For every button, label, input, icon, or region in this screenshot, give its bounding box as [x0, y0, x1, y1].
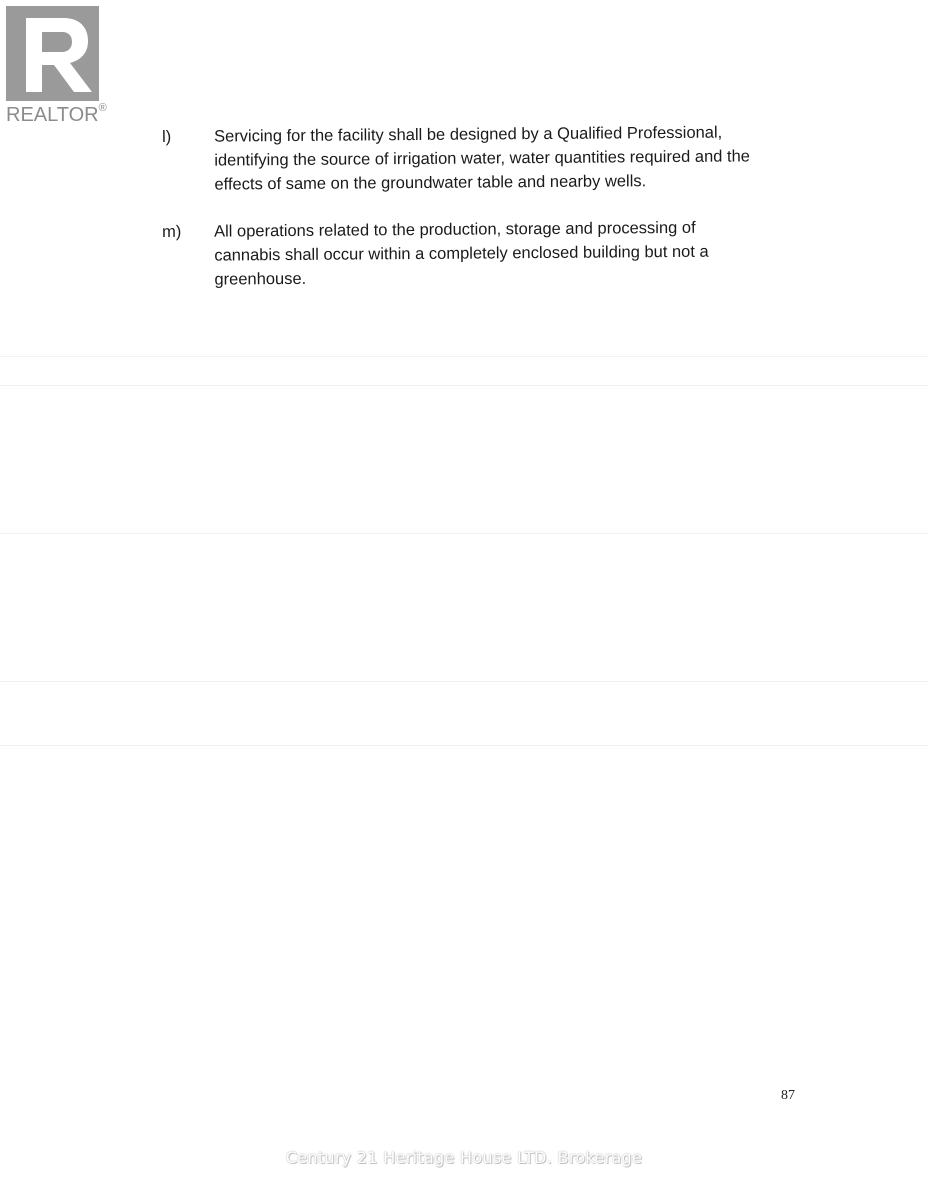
realtor-logo [6, 6, 110, 126]
list-item-l [162, 120, 802, 194]
scan-artifact-line [0, 533, 928, 534]
scan-artifact-line [0, 385, 928, 386]
realtor-r-icon [6, 6, 99, 101]
text-line: greenhouse. [214, 269, 307, 289]
scan-artifact-line [0, 745, 928, 746]
realtor-wordmark: REALTOR® [6, 102, 107, 126]
list-item-m [162, 215, 802, 289]
text-line: identifying the source of irrigation water, water quantities required and the [214, 147, 750, 170]
scan-artifact-line [0, 356, 928, 357]
text-line: All operations related to the production, storage and processing of [214, 218, 696, 241]
page-number: 87 [781, 1088, 795, 1103]
text-line: effects of same on the groundwater table and nearby wells. [214, 172, 647, 194]
list-item-text [214, 215, 795, 292]
scan-artifact-line [0, 681, 928, 682]
list-item-text [214, 120, 795, 197]
text-line: cannabis shall occur within a completely enclosed building but not a [214, 242, 709, 265]
text-line: Servicing for the facility shall be designed by a Qualified Professional, [214, 123, 723, 146]
list-marker: m) [162, 222, 182, 241]
list-marker: l) [162, 127, 172, 146]
brokerage-watermark: Century 21 Heritage House LTD. Brokerage [285, 1148, 643, 1167]
realtor-r-glyph [6, 6, 99, 101]
